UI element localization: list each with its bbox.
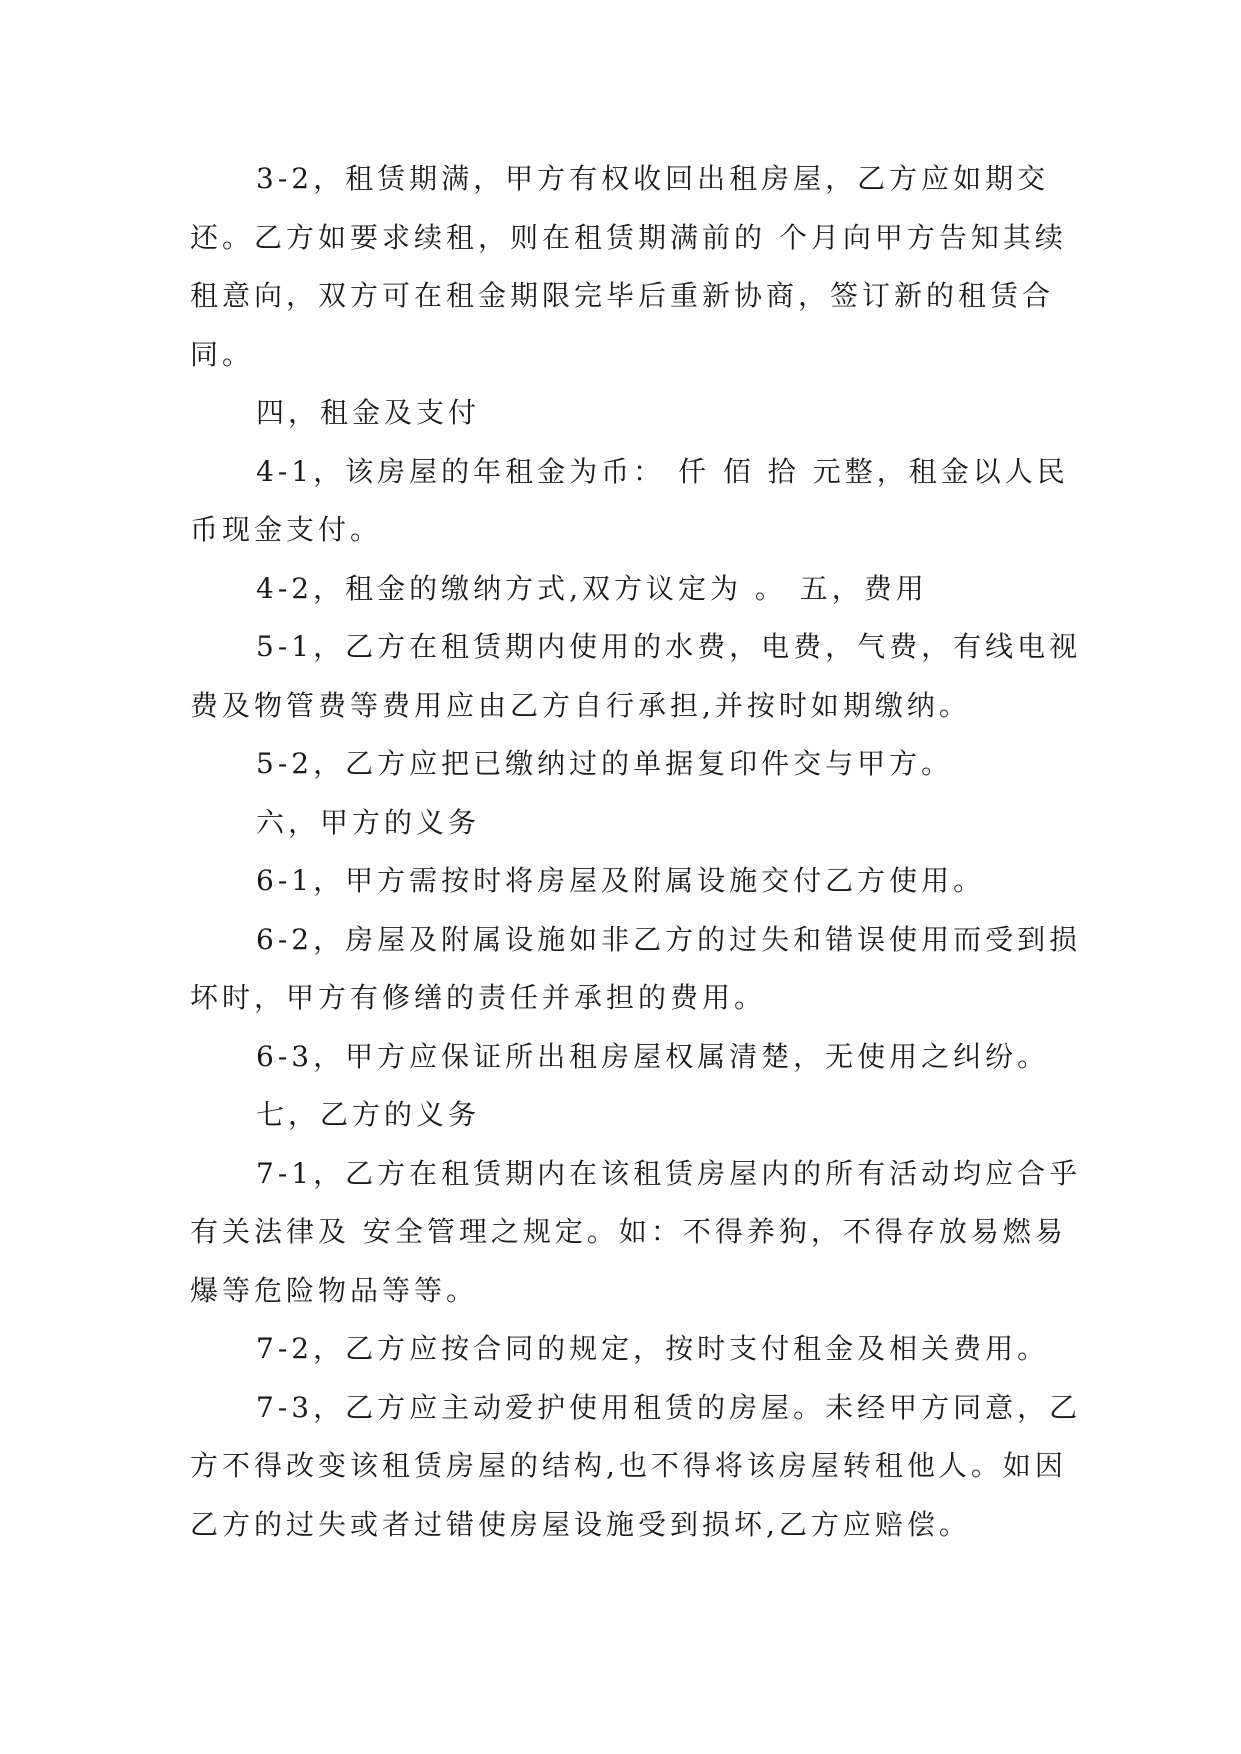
section-heading-rent-payment: 四，租金及支付 [256, 396, 481, 429]
clause-4-2: 4-2，租金的缴纳方式,双方议定为 。 五，费用 [256, 571, 928, 605]
clause-5-2: 5-2，乙方应把已缴纳过的单据复印件交与甲方。 [256, 747, 954, 780]
clause-6-2: 6-2，房屋及附属设施如非乙方的过失和错误使用而受到损坏时，甲方有修缮的责任并承担的费用。 [190, 922, 1082, 1014]
clause-6-1: 6-1，甲方需按时将房屋及附属设施交付乙方使用。 [256, 864, 986, 897]
section-heading-party-b-duties: 七，乙方的义务 [256, 1098, 481, 1131]
clause-7-2: 7-2，乙方应按合同的规定，按时支付租金及相关费用。 [256, 1332, 1050, 1365]
clause-3-2: 3-2，租赁期满，甲方有权收回出租房屋，乙方应如期交还。乙方如要求续租，则在租赁期满前的 个月向甲方告知其续租意向，双方可在租金期限完毕后重新协商，签订新的租赁合同。 [190, 162, 1067, 371]
section-heading-party-a-duties: 六，甲方的义务 [256, 805, 481, 839]
clause-5-1: 5-1，乙方在租赁期内使用的水费，电费，气费，有线电视费及物管费等费用应由乙方自行承担,并按时如期缴纳。 [190, 630, 1082, 722]
clause-7-1: 7-1，乙方在租赁期内在该租赁房屋内的所有活动均应合乎有关法律及 安全管理之规定。如：不得养狗，不得存放易燃易爆等危险物品等等。 [190, 1156, 1082, 1307]
clause-7-3: 7-3，乙方应主动爱护使用租赁的房屋。未经甲方同意，乙方不得改变该租赁房屋的结构,也不得将该房屋转租他人。如因乙方的过失或者过错使房屋设施受到损坏,乙方应赔偿。 [190, 1390, 1082, 1541]
document-body [190, 150, 1090, 1554]
clause-6-3: 6-3，甲方应保证所出租房屋权属清楚，无使用之纠纷。 [256, 1039, 1050, 1073]
clause-4-1: 4-1，该房屋的年租金为币： 仟 佰 拾 元整，租金以人民币现金支付。 [190, 454, 1069, 546]
